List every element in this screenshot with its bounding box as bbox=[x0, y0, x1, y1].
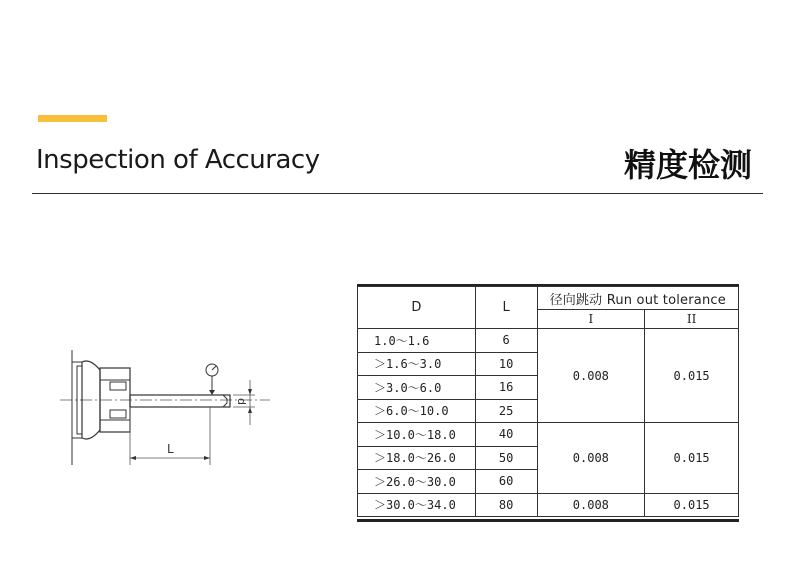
table-cell-L: 50 bbox=[475, 446, 537, 470]
table-cell-D: ＞30.0～34.0 bbox=[358, 493, 476, 517]
table-bottom-rule bbox=[357, 519, 739, 522]
page-title-cn: 精度检测 bbox=[623, 146, 752, 184]
table-cell-D: ＞18.0～26.0 bbox=[358, 446, 476, 470]
table-cell-L: 60 bbox=[475, 470, 537, 494]
table-cell-D: ＞3.0～6.0 bbox=[358, 376, 476, 400]
header-L: L bbox=[475, 287, 537, 329]
table-cell-L: 10 bbox=[475, 352, 537, 376]
table-cell-L: 80 bbox=[475, 493, 537, 517]
table-cell-D: ＞26.0～30.0 bbox=[358, 470, 476, 494]
tolerance-II: 0.015 bbox=[645, 329, 739, 423]
header-D: D bbox=[358, 287, 476, 329]
header-tolerance: 径向跳动 Run out tolerance bbox=[537, 287, 739, 310]
table-cell-D: ＞10.0～18.0 bbox=[358, 423, 476, 447]
table-cell-D: 1.0～1.6 bbox=[358, 329, 476, 353]
header-grade-II: II bbox=[645, 310, 739, 329]
tolerance-II: 0.015 bbox=[645, 423, 739, 494]
tolerance-I: 0.008 bbox=[537, 423, 645, 494]
header-divider bbox=[32, 193, 763, 194]
runout-tolerance-table bbox=[357, 286, 739, 517]
table-cell-D: ＞1.6～3.0 bbox=[358, 352, 476, 376]
runout-test-diagram bbox=[55, 340, 275, 480]
table-cell-L: 16 bbox=[475, 376, 537, 400]
tolerance-I: 0.008 bbox=[537, 493, 645, 517]
diagram-label-d: d bbox=[235, 398, 248, 405]
table-cell-L: 40 bbox=[475, 423, 537, 447]
header-grade-I: I bbox=[537, 310, 645, 329]
table-cell-D: ＞6.0～10.0 bbox=[358, 399, 476, 423]
tolerance-II: 0.015 bbox=[645, 493, 739, 517]
diagram-label-L: L bbox=[167, 442, 174, 456]
accent-bar bbox=[38, 115, 107, 122]
table-cell-L: 6 bbox=[475, 329, 537, 353]
tolerance-I: 0.008 bbox=[537, 329, 645, 423]
table-cell-L: 25 bbox=[475, 399, 537, 423]
page-title-en: Inspection of Accuracy bbox=[36, 145, 320, 175]
